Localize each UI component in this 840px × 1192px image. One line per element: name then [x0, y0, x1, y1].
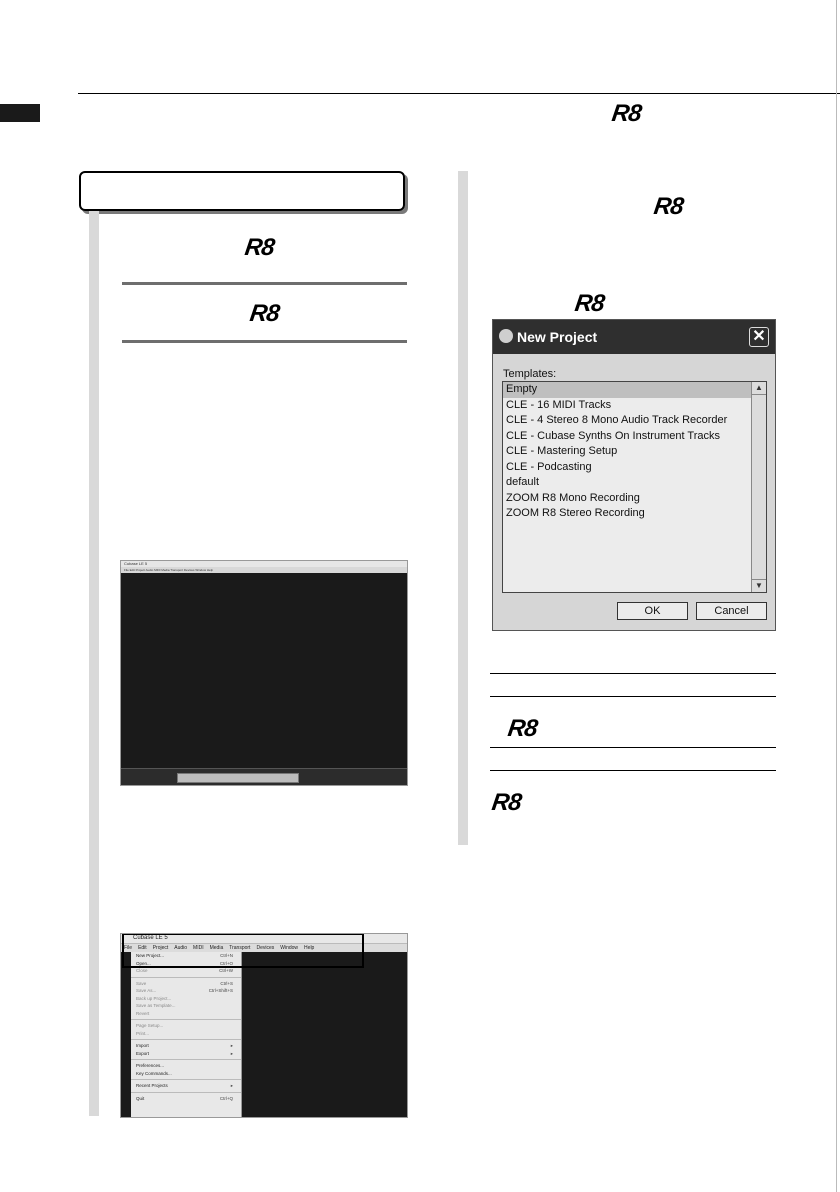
menu-separator — [131, 1092, 241, 1093]
menu-audio[interactable]: Audio — [174, 945, 188, 951]
file-menu-screenshot — [120, 933, 408, 1118]
transport-controls — [177, 773, 299, 783]
file-menu-item[interactable] — [131, 1082, 241, 1090]
file-menu-item-shortcut: Ctrl+Shift+S — [208, 988, 233, 993]
template-item[interactable]: CLE - 4 Stereo 8 Mono Audio Track Recorder — [506, 414, 728, 426]
file-menu-item[interactable] — [131, 1042, 241, 1050]
cancel-button[interactable]: Cancel — [696, 602, 767, 620]
menu-separator — [131, 1059, 241, 1060]
template-item[interactable]: CLE - Mastering Setup — [506, 445, 618, 457]
note-rule-bottom — [122, 340, 407, 343]
menu-project[interactable]: Project — [152, 945, 169, 951]
ok-button[interactable]: OK — [617, 602, 688, 620]
table-rule-3 — [490, 747, 776, 748]
file-menu-item[interactable] — [131, 1030, 241, 1038]
templates-rows — [503, 382, 766, 522]
menu-devices[interactable]: Devices — [256, 945, 275, 951]
file-menu-dropdown — [131, 952, 242, 1117]
file-menu-item[interactable] — [131, 1050, 241, 1058]
transport-panel — [121, 768, 407, 785]
file-menu-item-label: Save as Template... — [136, 1003, 176, 1008]
file-menu-item[interactable] — [131, 1095, 241, 1103]
menu-separator — [131, 977, 241, 978]
menu-separator — [131, 1039, 241, 1040]
cubase-titlebar: Cubase LE 5 — [121, 561, 407, 567]
file-menu-item-label: Print... — [136, 1030, 150, 1036]
templates-scrollbar[interactable] — [751, 382, 766, 592]
menu-midi[interactable]: MIDI — [193, 945, 204, 951]
file-menu-item-label: Page Setup... — [136, 1023, 164, 1028]
r8-logo-header: R8 — [610, 100, 643, 127]
r8-logo-table-2: R8 — [490, 789, 523, 816]
right-step-bar — [458, 171, 468, 845]
templates-label: Templates: — [503, 368, 557, 380]
page-tab-marker — [0, 104, 40, 122]
template-item[interactable]: CLE - Cubase Synths On Instrument Tracks — [506, 429, 720, 442]
file-menu-titlebar: Cubase LE 5 — [121, 934, 407, 944]
menu-separator — [131, 1079, 241, 1080]
file-menu-item[interactable] — [131, 1022, 241, 1030]
template-item[interactable]: Empty — [503, 382, 766, 398]
new-project-dialog — [492, 319, 776, 631]
file-menu-item-shortcut: ▸ — [230, 1083, 233, 1088]
page-edge-mark — [836, 0, 837, 1192]
file-menu-item-label: Open... — [136, 960, 151, 966]
file-menu-item-shortcut: Ctrl+N — [220, 953, 233, 958]
file-menu-item[interactable] — [131, 1010, 241, 1018]
file-menu-item-label: Recent Projects — [136, 1083, 168, 1088]
menu-transport[interactable]: Transport — [229, 945, 251, 951]
file-menu-item[interactable] — [131, 980, 241, 988]
cubase-app-icon — [499, 329, 513, 343]
file-menu-item-label: Export — [136, 1050, 150, 1056]
header-rule — [78, 93, 840, 94]
file-menu-item-shortcut: Ctrl+O — [219, 960, 233, 966]
menu-separator — [131, 1019, 241, 1020]
scroll-up-icon[interactable]: ▲ — [752, 382, 766, 395]
file-menu-item-shortcut: ▸ — [230, 1043, 233, 1048]
table-rule-1 — [490, 673, 776, 674]
menu-help[interactable]: Help — [304, 945, 315, 951]
cubase-window-screenshot — [120, 560, 408, 786]
file-menu-item-shortcut: Ctrl+W — [219, 968, 233, 973]
file-menu-item-label: Back up Project... — [136, 995, 172, 1001]
menu-media[interactable]: Media — [209, 945, 224, 951]
file-menu-item-label: New Project... — [136, 953, 165, 958]
left-step-bar — [89, 211, 99, 1116]
file-menu-item[interactable] — [131, 1070, 241, 1078]
dialog-titlebar — [493, 320, 775, 354]
r8-logo-table-1: R8 — [506, 715, 539, 742]
file-menu-item[interactable] — [131, 995, 241, 1003]
menu-file[interactable]: File — [124, 945, 133, 951]
file-menu-item[interactable] — [131, 987, 241, 995]
cubase-menubar: File Edit Project Audio MIDI Media Transport Devices Window Help — [121, 567, 407, 573]
file-menu-item-label: Close — [136, 968, 148, 973]
r8-logo-step2: R8 — [652, 193, 685, 220]
table-rule-4 — [490, 770, 776, 771]
note-rule-top — [122, 282, 407, 285]
file-menu-item-label: Preferences... — [136, 1063, 165, 1068]
file-menu-item-shortcut: Ctrl+S — [220, 980, 233, 986]
dialog-title: New Project — [517, 329, 598, 345]
table-rule-2 — [490, 696, 776, 697]
menu-window[interactable]: Window — [280, 945, 299, 951]
r8-logo-step1: R8 — [243, 234, 276, 261]
file-menu-item-shortcut: ▸ — [230, 1050, 233, 1056]
templates-list[interactable] — [502, 381, 767, 593]
template-item[interactable]: ZOOM R8 Mono Recording — [506, 491, 640, 504]
menu-edit[interactable]: Edit — [138, 945, 147, 951]
file-menu-item-label: Save As... — [136, 988, 157, 993]
file-menu-item-label: Save — [136, 980, 147, 986]
section-heading-box — [79, 171, 405, 211]
scroll-down-icon[interactable]: ▼ — [752, 579, 766, 592]
r8-logo-note: R8 — [248, 300, 281, 327]
file-menu-item[interactable] — [131, 967, 241, 975]
file-menu-item-label: Import — [136, 1043, 149, 1048]
r8-logo-step3: R8 — [573, 290, 606, 317]
highlight-box — [122, 933, 364, 968]
file-menu-item-shortcut: Ctrl+Q — [219, 1095, 233, 1101]
template-item[interactable]: CLE - Podcasting — [506, 460, 592, 473]
file-menu-item-label: Revert — [136, 1010, 150, 1016]
template-item[interactable]: default — [506, 476, 540, 488]
file-menu-item-label: Quit — [136, 1095, 145, 1101]
file-menu-item-label: Key Commands... — [136, 1070, 172, 1076]
template-item[interactable]: CLE - 16 MIDI Tracks — [506, 398, 612, 411]
file-menu-item[interactable] — [131, 1002, 241, 1010]
file-menu-item[interactable] — [131, 1062, 241, 1070]
close-icon[interactable]: ✕ — [749, 327, 769, 347]
template-item[interactable]: ZOOM R8 Stereo Recording — [506, 507, 645, 519]
